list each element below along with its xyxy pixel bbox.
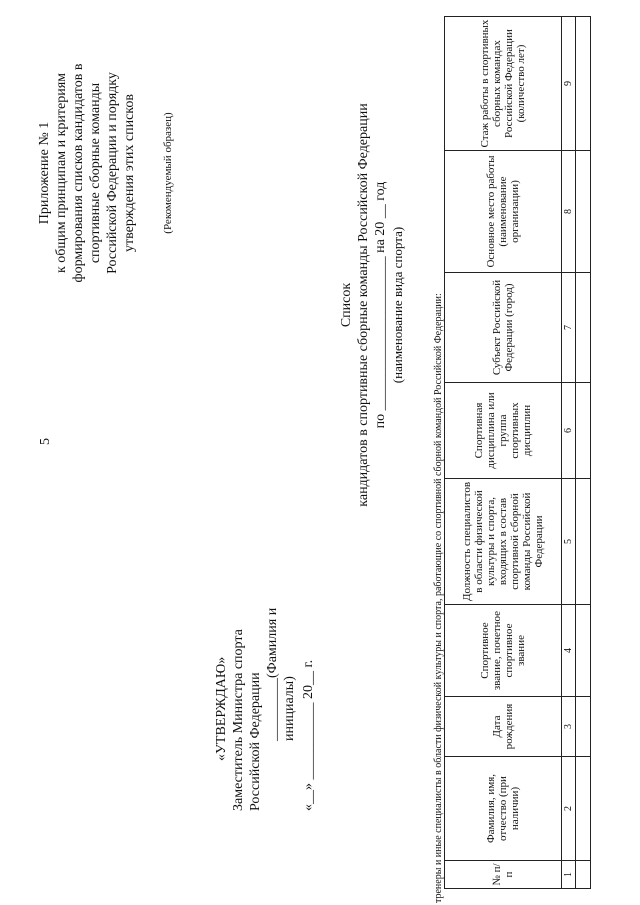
column-header: Спортивная дисциплина или группа спортивных дисциплин [445,383,562,479]
appendix-line: утверждения этих списков [122,93,137,253]
document-title [338,35,406,575]
empty-cell [576,605,591,697]
column-header: Дата рождения [445,697,562,757]
appendix-line: Российской Федерации и порядку [105,72,120,274]
column-number: 2 [562,757,576,861]
empty-cell [576,273,591,383]
approval-date-line: «__» ___________ 20__ г. [301,659,316,811]
empty-cell [576,151,591,273]
appendix-line: спортивные сборные команды [88,82,103,264]
approval-block [213,551,317,811]
column-header: Спортивное звание, почетное спортивное звание [445,605,562,697]
candidates-table [444,16,591,889]
column-number: 3 [562,697,576,757]
approval-heading: «УТВЕРЖДАЮ» [214,656,229,761]
title-line: Список [339,282,354,328]
column-number: 9 [562,17,576,151]
sport-caption: (наименование вида спорта) [390,226,405,384]
table-empty-row [576,17,591,889]
column-header: Фамилия, имя, отчество (при наличии) [445,757,562,861]
empty-cell [576,697,591,757]
column-header: Должность специалистов в области физической культуры и спорта, входящих в состав спортивной сборной команды Российской Федерации [445,479,562,605]
empty-cell [576,757,591,861]
appendix-line: Приложение № 1 [37,121,52,225]
column-number: 1 [562,861,576,889]
column-number: 4 [562,605,576,697]
column-header: Субъект Российской Федерации (город) [445,273,562,383]
column-number-row [562,17,576,889]
column-number: 5 [562,479,576,605]
recommended-sample-label: (Рекомендуемый образец) [162,112,174,234]
approval-signature-line: _________(Фамилия и инициалы) [265,607,297,741]
column-header: № п/п [445,861,562,889]
column-number: 7 [562,273,576,383]
empty-cell [576,479,591,605]
page-number: 5 [38,438,53,445]
column-number: 8 [562,151,576,273]
column-header: Стаж работы в спортивных сборных командах Российской Федерации (количество лет) [445,17,562,151]
empty-cell [576,383,591,479]
title-line: кандидатов в спортивные сборные команды Российской Федерации [356,103,371,507]
appendix-line: формирования списков кандидатов в [71,63,86,283]
table-intro-note: тренеры и иные специалисты в области физической культуры и спорта, работающие со спортивной сборной командой Российской Федерации: [433,293,444,903]
table-header-row [445,17,562,889]
empty-cell [576,17,591,151]
appendix-line: к общим принципам и критериям [54,73,69,273]
title-line: по ______________________ на 20 __ год [373,181,388,429]
approval-position: Заместитель Министра спорта [231,629,246,811]
column-number: 6 [562,383,576,479]
empty-cell [576,861,591,889]
column-header: Основное место работы (наименование организации) [445,151,562,273]
appendix-block [36,13,177,333]
approval-position: Российской Федерации [248,672,263,811]
